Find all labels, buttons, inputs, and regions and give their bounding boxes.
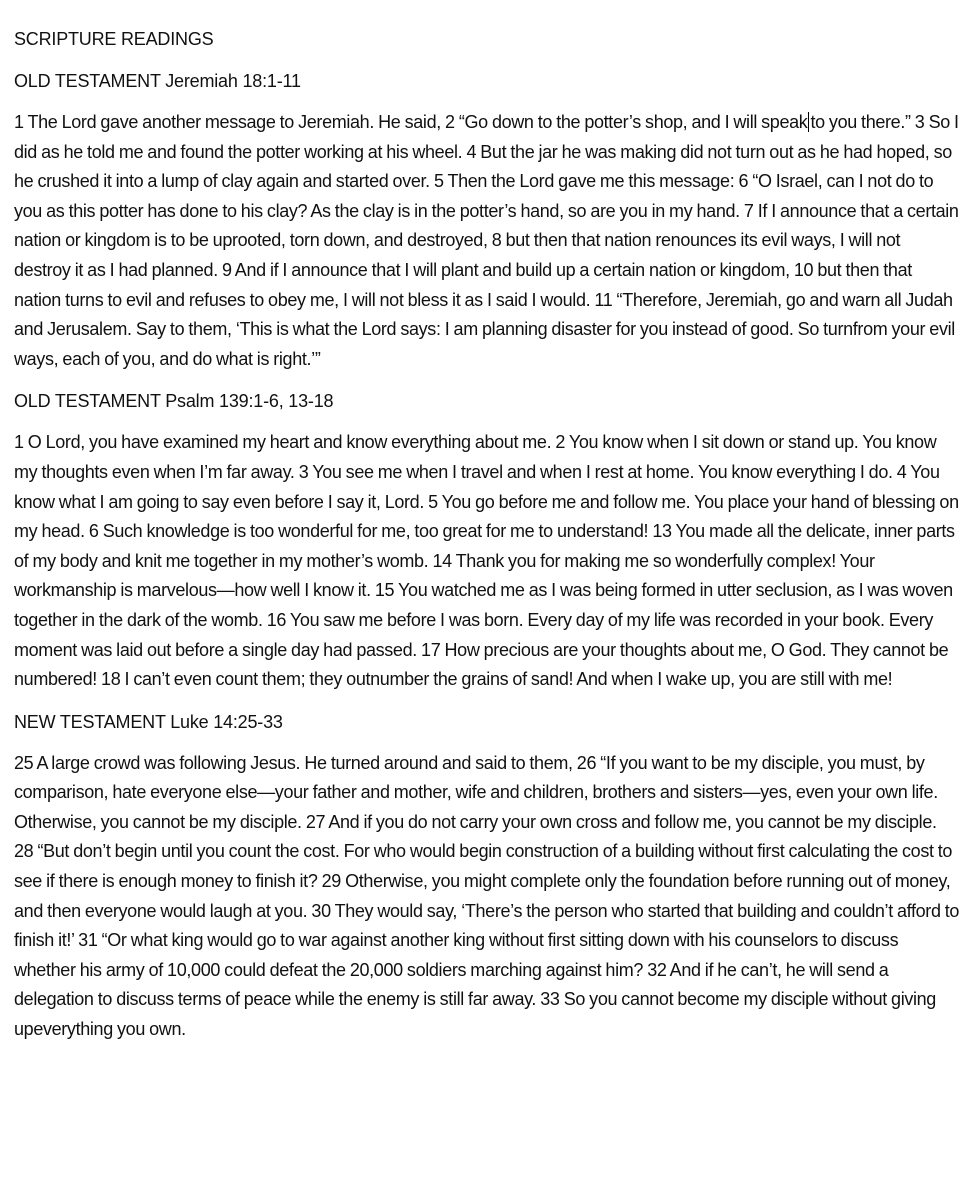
reading-text-jeremiah-part2: to you there.” 3 So I did as he told me and found the potter working at his wheel. 4 But the jar he was making did not turn out as he had hoped, so he crushed it into a lump of clay again and started over. 5 Then the Lord gave me this message: 6 “O Israel, can I not do to you as this potter has done to his clay? As the clay is in the potter’s hand, so are you in my hand. 7 If I announce that a certain nation or kingdom is to be uprooted, torn down, and destroyed, 8 but then that nation renounces its evil ways, I will not destroy it as I had planned. 9 And if I announce that I will plant and build up a certain nation or kingdom, 10 but then that nation turns to evil and refuses to obey me, I will not bless it as I said I would. 11 “Therefore, Jeremiah, go and warn all Judah and Jerusalem. Say to them, ‘This is what the Lord says: I am planning disaster for you instead of good. So turnfrom your evil ways, each of you, and do what is right.’” <box>14 112 959 369</box>
section-heading-psalm: OLD TESTAMENT Psalm 139:1-6, 13-18 <box>14 391 334 412</box>
document-title: SCRIPTURE READINGS <box>14 29 214 49</box>
section-heading-luke: NEW TESTAMENT Luke 14:25-33 <box>14 711 283 732</box>
reading-text-psalm[interactable]: 1 O Lord, you have examined my heart and know everything about me. 2 You know when I sit down or stand up. You know my thoughts even when I’m far away. 3 You see me when I travel and when I rest at home. You know everything I do. 4 You know what I am going to say even before I say it, Lord. 5 You go before me and follow me. You place your hand of blessing on my head. 6 Such knowledge is too wonderful for me, too great for me to understand! 13 You made all the delicate, inner parts of my body and knit me together in my mother’s womb. 14 Thank you for making me so wonderfully complex! Your workmanship is marvelous—how well I know it. 15 You watched me as I was being formed in utter seclusion, as I was woven together in the dark of the womb. 16 You saw me before I was born. Every day of my life was recorded in your book. Every moment was laid out before a single day had passed. 17 How precious are your thoughts about me, O God. They cannot be numbered! 18 I can’t even count them; they outnumber the grains of sand! And when I wake up, you are still with me! <box>14 432 959 690</box>
reading-text-jeremiah[interactable] <box>14 108 960 374</box>
section-heading-jeremiah: OLD TESTAMENT Jeremiah 18:1-11 <box>14 71 301 91</box>
reading-text-luke[interactable]: 25 A large crowd was following Jesus. He turned around and said to them, 26 “If you want to be my disciple, you must, by comparison, hate everyone else—your father and mother, wife and children, brothers and sisters—yes, even your own life. Otherwise, you cannot be my disciple. 27 And if you do not carry your own cross and follow me, you cannot be my disciple. 28 “But don’t begin until you count the cost. For who would begin construction of a building without first calculating the cost to see if there is enough money to finish it? 29 Otherwise, you might complete only the foundation before running out of money, and then everyone would laugh at you. 30 They would say, ‘There’s the person who started that building and couldn’t afford to finish it!’ 31 “Or what king would go to war against another king without first sitting down with his counselors to discuss whether his army of 10,000 could defeat the 20,000 soldiers marching against him? 32 And if he can’t, he will send a delegation to discuss terms of peace while the enemy is still far away. 33 So you cannot become my disciple without giving upeverything you own. <box>14 752 960 1040</box>
reading-text-jeremiah-part1: 1 The Lord gave another message to Jeremiah. He said, 2 “Go down to the potter’s shop, and I will speak <box>14 112 808 132</box>
section-psalm <box>14 388 960 694</box>
section-jeremiah <box>14 68 960 374</box>
section-luke <box>14 709 960 1045</box>
